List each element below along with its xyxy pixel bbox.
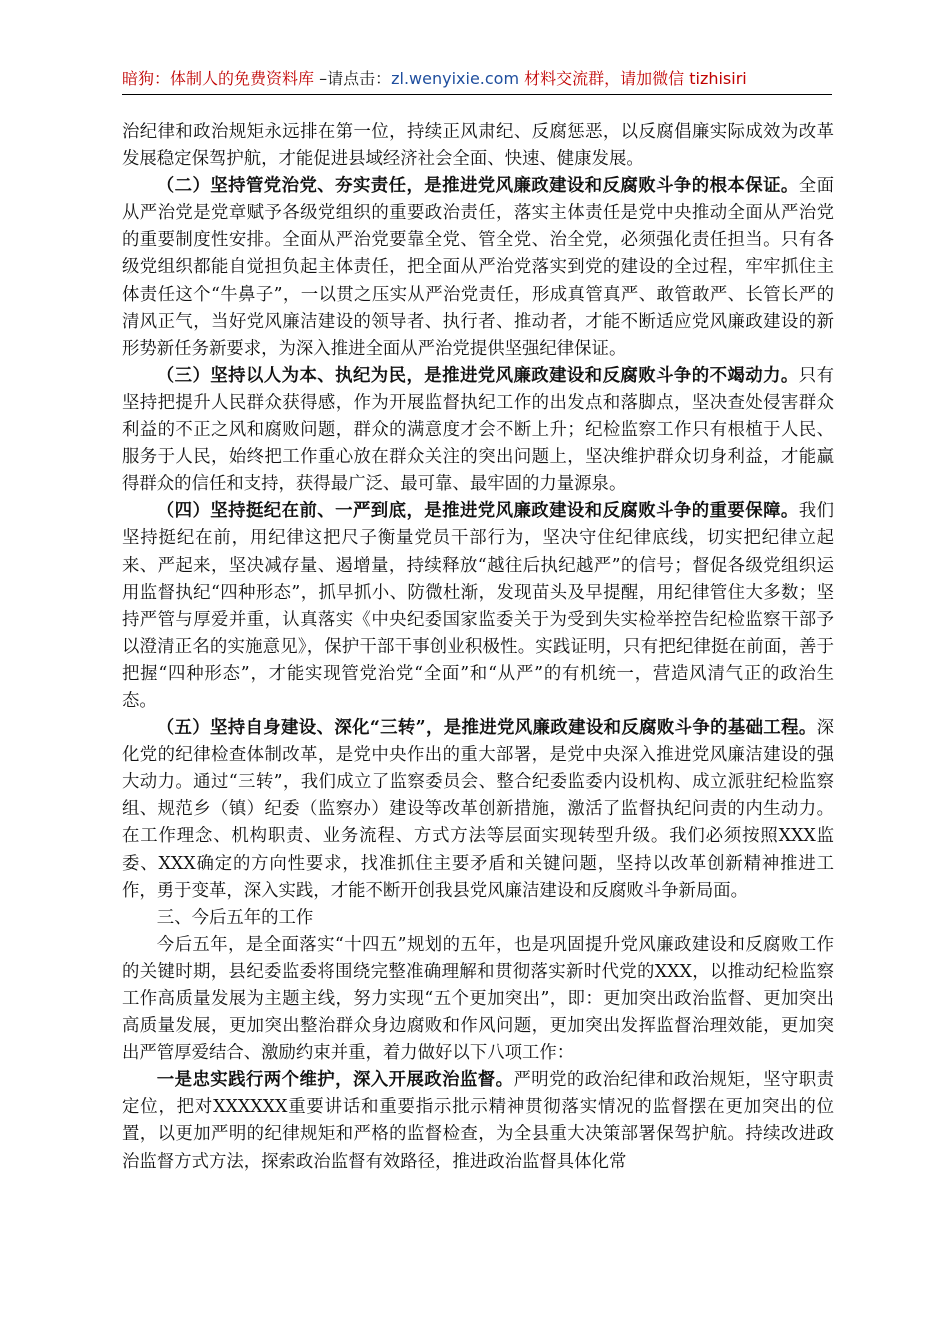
paragraph-text: 治纪律和政治规矩永远排在第一位，持续正风肃纪、反腐惩恶，以反腐倡廉实际成效为改革发展稳定保驾护航，才能促进县域经济社会全面、快速、健康发展。 bbox=[122, 122, 834, 170]
paragraph-heading: （二）坚持管党治党、夯实责任，是推进党风廉政建设和反腐败斗争的根本保证。 bbox=[156, 176, 799, 197]
header-divider bbox=[122, 94, 832, 95]
header-wechat-note: 材料交流群，请加微信 tizhisiri bbox=[519, 69, 747, 88]
section-heading-3 bbox=[122, 905, 834, 932]
header-link[interactable]: zl.wenyixie.com bbox=[391, 69, 520, 88]
paragraph-heading: （五）坚持自身建设、深化“三转”，是推进党风廉政建设和反腐败斗争的基础工程。 bbox=[156, 718, 817, 739]
document-body bbox=[122, 119, 834, 1176]
paragraph-next-five-years bbox=[122, 932, 834, 1067]
header-brand: 暗狗：体制人的免费资料库 bbox=[122, 69, 315, 88]
paragraph-heading: 一是忠实践行两个维护，深入开展政治监督。 bbox=[156, 1070, 514, 1091]
paragraph-text: 严明党的政治纪律和政治规矩，坚守职责定位，把对XXXXXX重要讲话和重要指示批示精神贯彻落实情况的监督摆在更加突出的位置，以更加严明的纪律规矩和严格的监督检查，为全县重大决策部署保驾护航。持续改进政治监督方式方法，探索政治监督有效路径，推进政治监督具体化常 bbox=[122, 1070, 834, 1172]
paragraph-section-3 bbox=[122, 363, 834, 498]
paragraph-text: 深化党的纪律检查体制改革，是党中央作出的重大部署，是党中央深入推进党风廉洁建设的强大动力。通过“三转”，我们成立了监察委员会、整合纪委监委内设机构、成立派驻纪检监察组、规范乡（镇）纪委（监察办）建设等改革创新措施，激活了监督执纪问责的内生动力。在工作理念、机构职责、业务流程、方式方法等层面实现转型升级。我们必须按照XXX监委、XXX确定的方向性要求，找准抓住主要矛盾和关键问题，坚持以改革创新精神推进工作，勇于变革，深入实践，才能不断开创我县党风廉洁建设和反腐败斗争新局面。 bbox=[122, 718, 834, 901]
paragraph-heading: （四）坚持挺纪在前、一严到底，是推进党风廉政建设和反腐败斗争的重要保障。 bbox=[156, 501, 799, 522]
paragraph-text: 今后五年，是全面落实“十四五”规划的五年，也是巩固提升党风廉政建设和反腐败工作的关键时期，县纪委监委将围绕完整准确理解和贯彻落实新时代党的XXX，以推动纪检监察工作高质量发展为主题主线，努力实现“五个更加突出”，即：更加突出政治监督、更加突出高质量发展，更加突出整治群众身边腐败和作风问题，更加突出发挥监督治理效能，更加突出严管厚爱结合、激励约束并重，着力做好以下八项工作： bbox=[122, 934, 834, 1064]
paragraph-section-2 bbox=[122, 173, 834, 363]
paragraph-task-1 bbox=[122, 1067, 834, 1175]
paragraph-text: 全面从严治党是党章赋予各级党组织的重要政治责任，落实主体责任是党中央推动全面从严治党的重要制度性安排。全面从严治党要靠全党、管全党、治全党，必须强化责任担当。只有各级党组织都能自觉担负起主体责任，把全面从严治党落实到党的建设的全过程，牢牢抓住主体责任这个“牛鼻子”，一以贯之压实从严治党责任，形成真管真严、敢管敢严、长管长严的清风正气，当好党风廉洁建设的领导者、执行者、推动者，才能不断适应党风廉政建设的新形势新任务新要求，为深入推进全面从严治党提供坚强纪律保证。 bbox=[122, 176, 834, 359]
paragraph-text: 只有坚持把提升人民群众获得感，作为开展监督执纪工作的出发点和落脚点，坚决查处侵害群众利益的不正之风和腐败问题，群众的满意度才会不断上升；纪检监察工作只有根植于人民、服务于人民，始终把工作重心放在群众关注的突出问题上，坚决维护群众切身利益，才能赢得群众的信任和支持，获得最广泛、最可靠、最牢固的力量源泉。 bbox=[122, 365, 834, 495]
section-heading-text: 三、今后五年的工作 bbox=[156, 907, 314, 928]
page-header bbox=[122, 66, 832, 92]
header-prompt: –请点击： bbox=[314, 69, 392, 88]
paragraph-heading: （三）坚持以人为本、执纪为民，是推进党风廉政建设和反腐败斗争的不竭动力。 bbox=[156, 365, 799, 386]
paragraph-section-4 bbox=[122, 498, 834, 715]
paragraph-continuation bbox=[122, 119, 834, 173]
paragraph-text: 我们坚持挺纪在前，用纪律这把尺子衡量党员干部行为，坚决守住纪律底线，切实把纪律立起来、严起来，坚决减存量、遏增量，持续释放“越往后执纪越严”的信号；督促各级党组织运用监督执纪“四种形态”，抓早抓小、防微杜渐，发现苗头及早提醒，用纪律管住大多数；坚持严管与厚爱并重，认真落实《中央纪委国家监委关于为受到失实检举控告纪检监察干部予以澄清正名的实施意见》，保护干部干事创业积极性。实践证明，只有把纪律挺在前面，善于把握“四种形态”，才能实现管党治党“全面”和“从严”的有机统一，营造风清气正的政治生态。 bbox=[122, 501, 834, 711]
paragraph-section-5 bbox=[122, 715, 834, 905]
